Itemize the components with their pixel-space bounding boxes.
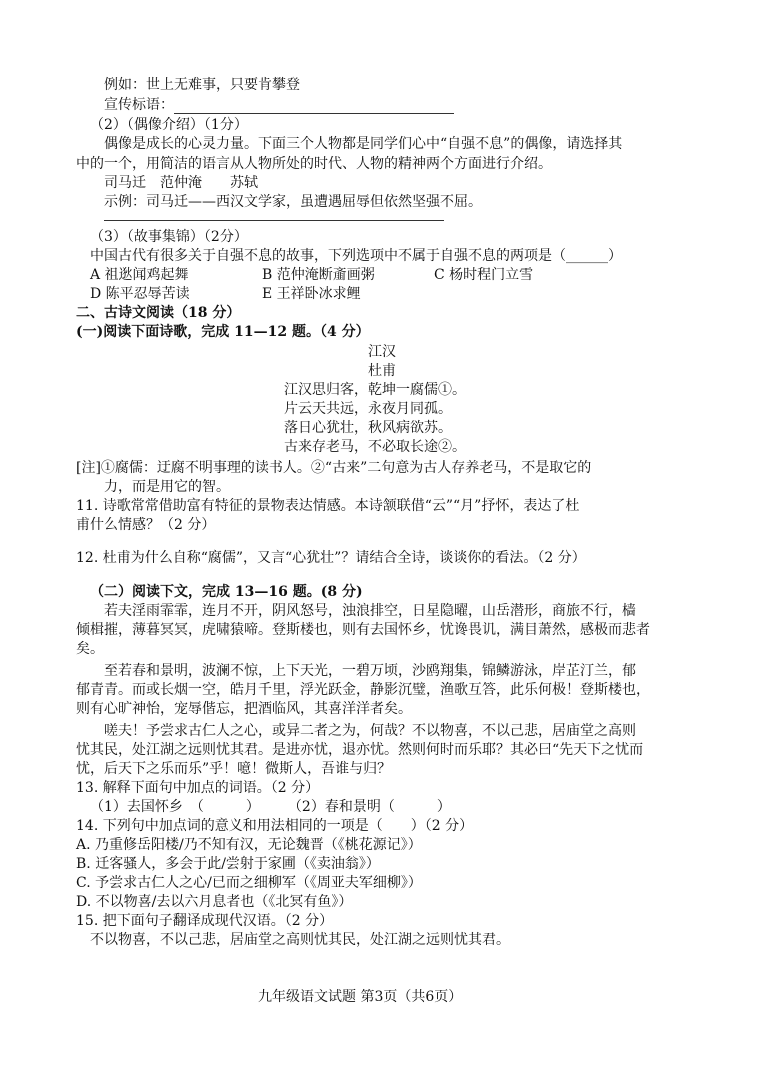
option-a: A 祖逖闻鸡起舞 [90,267,189,283]
section2b-title: （二）阅读下文，完成 13—16 题。(8 分) [90,584,363,600]
poem-note-line2: 力，而是用它的智。 [104,479,230,495]
passage-para3-line: 嗟夫！予尝求古仁人之心，或异二者之为，何哉？不以物喜，不以己悲，居庙堂之高则 [104,723,636,739]
q14-option-c: C. 予尝求古仁人之心/已而之细柳军（《周亚夫军细柳》） [76,875,422,891]
passage-para2-line: 则有心旷神怡，宠辱偕忘，把酒临风，其喜洋洋者矣。 [76,701,412,717]
q10-slogan-label: 宣传标语： [104,96,454,114]
passage-para1-line: 若夫淫雨霏霏，连月不开，阴风怒号，浊浪排空，日星隐曜，山岳潜形，商旅不行，樯 [104,603,636,619]
slogan-answer-blank[interactable] [174,97,454,114]
passage-para3-line: 忧，后天下之乐而乐”乎！噫！微斯人，吾谁与归？ [76,761,392,777]
poem-note-line1: [注]①腐儒：迂腐不明事理的读书人。②“古来”二句意为古人存养老马，不是取它的 [76,460,592,476]
poem-line: 江汉思归客，乾坤一腐儒①。 [284,382,466,398]
passage-para3-line: 忧其民，处江湖之远则忧其君。是进亦忧，退亦忧。然则何时而乐耶？其必曰“先天下之忧而 [76,742,644,758]
passage-para2-line: 郁青青。而或长烟一空，皓月千里，浮光跃金，静影沉璧，渔歌互答，此乐何极！登斯楼也， [76,682,650,698]
q10-part2-line1: 偶像是成长的心灵力量。下面三个人物都是同学们心中“自强不息”的偶像，请选择其 [104,136,623,152]
q15-text: 不以物喜，不以己悲，居庙堂之高则忧其民，处江湖之远则忧其君。 [90,932,510,948]
q14: 14. 下列句中加点词的意义和用法相同的一项是（ ）（2 分） [76,818,474,834]
q10-part3-question: 中国古代有很多关于自强不息的故事，下列选项中不属于自强不息的两项是（______） [90,248,622,264]
q11-line1: 11. 诗歌常常借助富有特征的景物表达情感。本诗颔联借“云”“月”抒怀，表达了杜 [76,498,580,514]
poem-author: 杜甫 [368,363,396,379]
q15: 15. 把下面句子翻译成现代汉语。（2 分） [76,913,334,929]
page-footer: 九年级语文试题 第3页（共6页） [258,989,463,1005]
passage-para1-line: 倾楫摧，薄暮冥冥，虎啸猿啼。登斯楼也，则有去国怀乡，忧谗畏讥，满目萧然，感极而悲者 [76,622,650,638]
option-e: E 王祥卧冰求鲤 [262,286,361,302]
q10-example: 例如：世上无难事，只要肯攀登 [104,77,300,93]
q11-line2: 甫什么情感？（2 分） [76,517,216,533]
poem-title: 江汉 [368,344,396,360]
poem-line: 古来存老马，不必取长途②。 [284,439,466,455]
q14-option-b: B. 迁客骚人，多会于此/尝射于家圃（《卖油翁》） [76,856,380,872]
q13-items: （1）去国怀乡 （ ） （2）春和景明（ ） [90,799,451,815]
q10-part3-header: （3）（故事集锦）（2分） [90,229,248,245]
q10-part2-line2: 中的一个，用简洁的语言从人物所处的时代、人物的精神两个方面进行介绍。 [76,156,552,172]
passage-para2-line: 至若春和景明，波澜不惊，上下天光，一碧万顷，沙鸥翔集，锦鳞游泳，岸芷汀兰，郁 [104,663,636,679]
passage-para1-line: 矣。 [76,641,104,657]
q14-option-a: A. 乃重修岳阳楼/乃不知有汉，无论魏晋（《桃花源记》） [76,837,422,853]
q13: 13. 解释下面句中加点的词语。（2 分） [76,780,320,796]
option-d: D 陈平忍辱苦读 [90,286,190,302]
q10-sample: 示例：司马迁——西汉文学家，虽遭遇屈辱但依然坚强不屈。 [104,194,482,210]
q10-part2-header: （2）（偶像介绍）（1分） [90,117,248,133]
option-c: C 杨时程门立雪 [434,267,534,283]
section2-title: 二、古诗文阅读（18 分） [76,305,241,321]
poem-line: 落日心犹壮，秋风病欲苏。 [284,420,452,436]
q14-option-d: D. 不以物喜/去以六月息者也（《北冥有鱼》） [76,894,353,910]
q10-people: 司马迁 范仲淹 苏轼 [104,175,258,191]
intro-answer-blank[interactable] [104,210,444,221]
option-b: B 范仲淹断齑画粥 [262,267,375,283]
section2-sub1: (一)阅读下面诗歌，完成 11—12 题。（4 分） [76,324,370,340]
q12: 12. 杜甫为什么自称“腐儒”，又言“心犹壮”？请结合全诗，谈谈你的看法。（2 分） [76,550,586,566]
poem-line: 片云天共远，永夜月同孤。 [284,401,452,417]
